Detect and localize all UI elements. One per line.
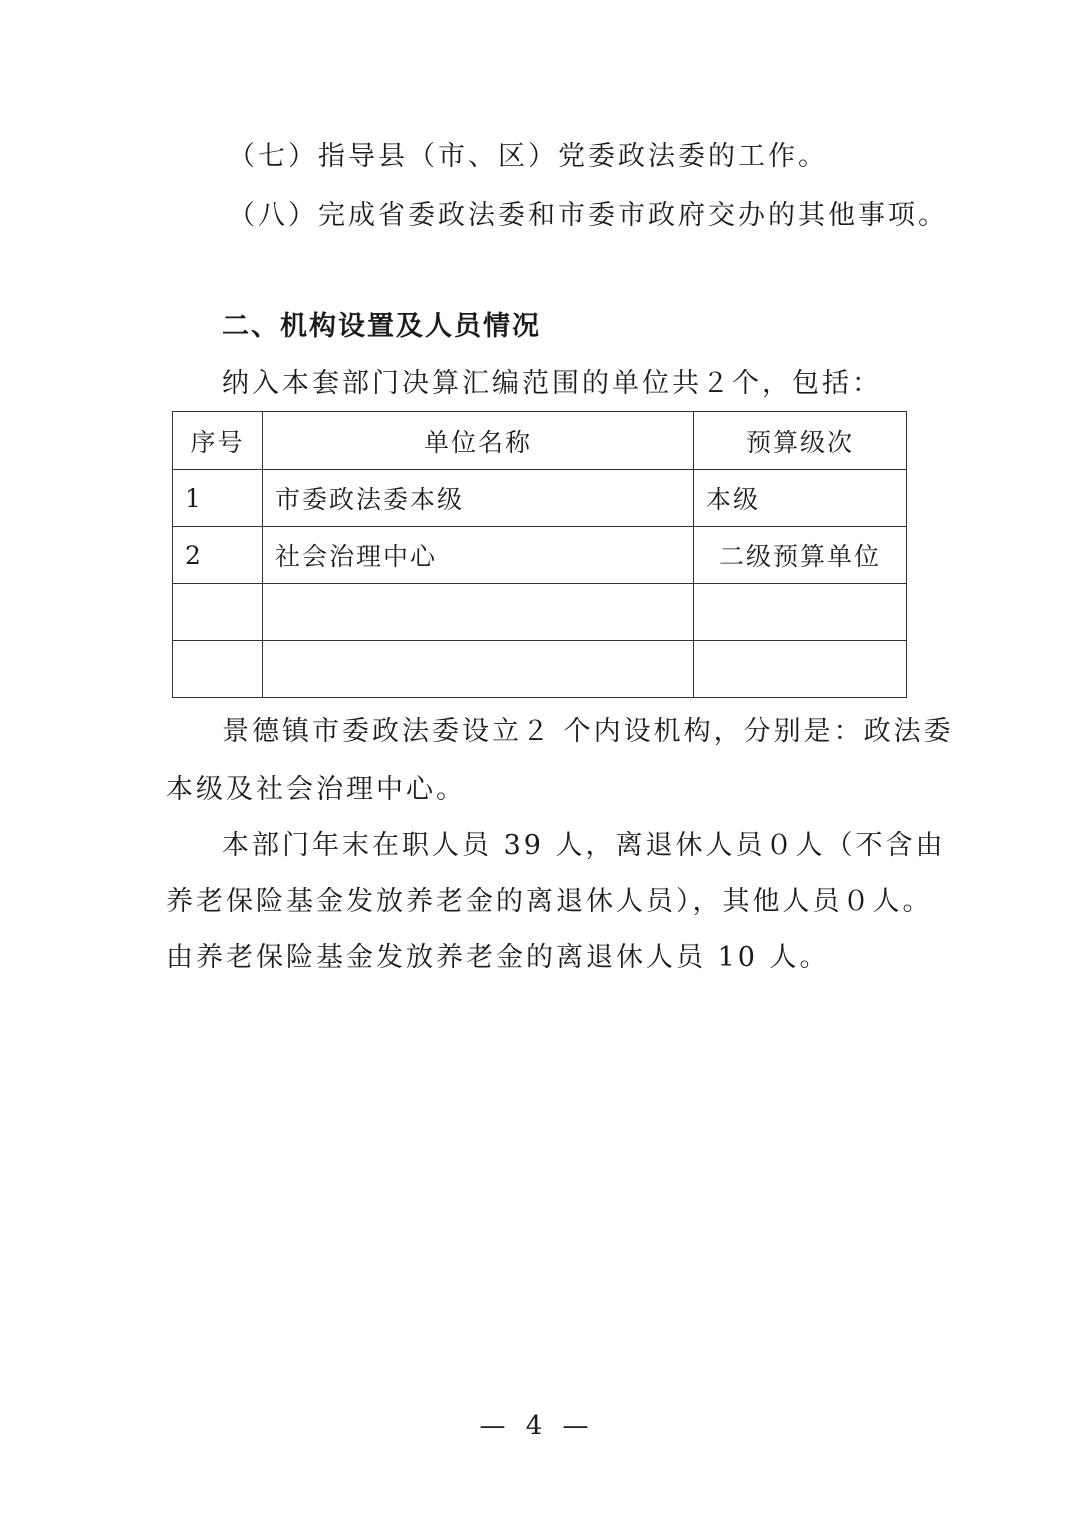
table-row xyxy=(173,584,907,641)
page-number: — 4 — xyxy=(479,1411,595,1441)
cell-index: 1 xyxy=(173,470,263,527)
body-line: 景德镇市委政法委设立２ 个内设机构，分别是：政法委 xyxy=(222,716,954,747)
body-line: 本级及社会治理中心。 xyxy=(166,774,466,805)
body-line: 养老保险基金发放养老金的离退休人员），其他人员０人。 xyxy=(166,886,933,917)
header-index: 序号 xyxy=(173,412,263,470)
cell-index: 2 xyxy=(173,527,263,584)
cell-unit-name: 市委政法委本级 xyxy=(263,470,694,527)
intro-text: 纳入本套部门决算汇编范围的单位共２个，包括： xyxy=(222,368,882,399)
cell-budget-level: 二级预算单位 xyxy=(694,527,907,584)
table-row xyxy=(173,527,907,584)
cell-index xyxy=(173,584,263,641)
table-row xyxy=(173,641,907,698)
body-line: 本部门年末在职人员 39 人，离退休人员０人（不含由 xyxy=(222,830,946,861)
paragraph-item-7: （七）指导县（市、区）党委政法委的工作。 xyxy=(228,141,828,172)
cell-budget-level: 本级 xyxy=(694,470,907,527)
paragraph-item-8: （八）完成省委政法委和市委市政府交办的其他事项。 xyxy=(228,200,948,231)
units-table xyxy=(172,411,907,698)
header-budget-level: 预算级次 xyxy=(694,412,907,470)
section-heading: 二、机构设置及人员情况 xyxy=(222,311,541,342)
header-unit-name: 单位名称 xyxy=(263,412,694,470)
cell-budget-level xyxy=(694,584,907,641)
body-line: 由养老保险基金发放养老金的离退休人员 10 人。 xyxy=(166,942,830,973)
table-header-row xyxy=(173,412,907,470)
cell-unit-name xyxy=(263,584,694,641)
cell-budget-level xyxy=(694,641,907,698)
cell-unit-name: 社会治理中心 xyxy=(263,527,694,584)
cell-unit-name xyxy=(263,641,694,698)
cell-index xyxy=(173,641,263,698)
table-row xyxy=(173,470,907,527)
